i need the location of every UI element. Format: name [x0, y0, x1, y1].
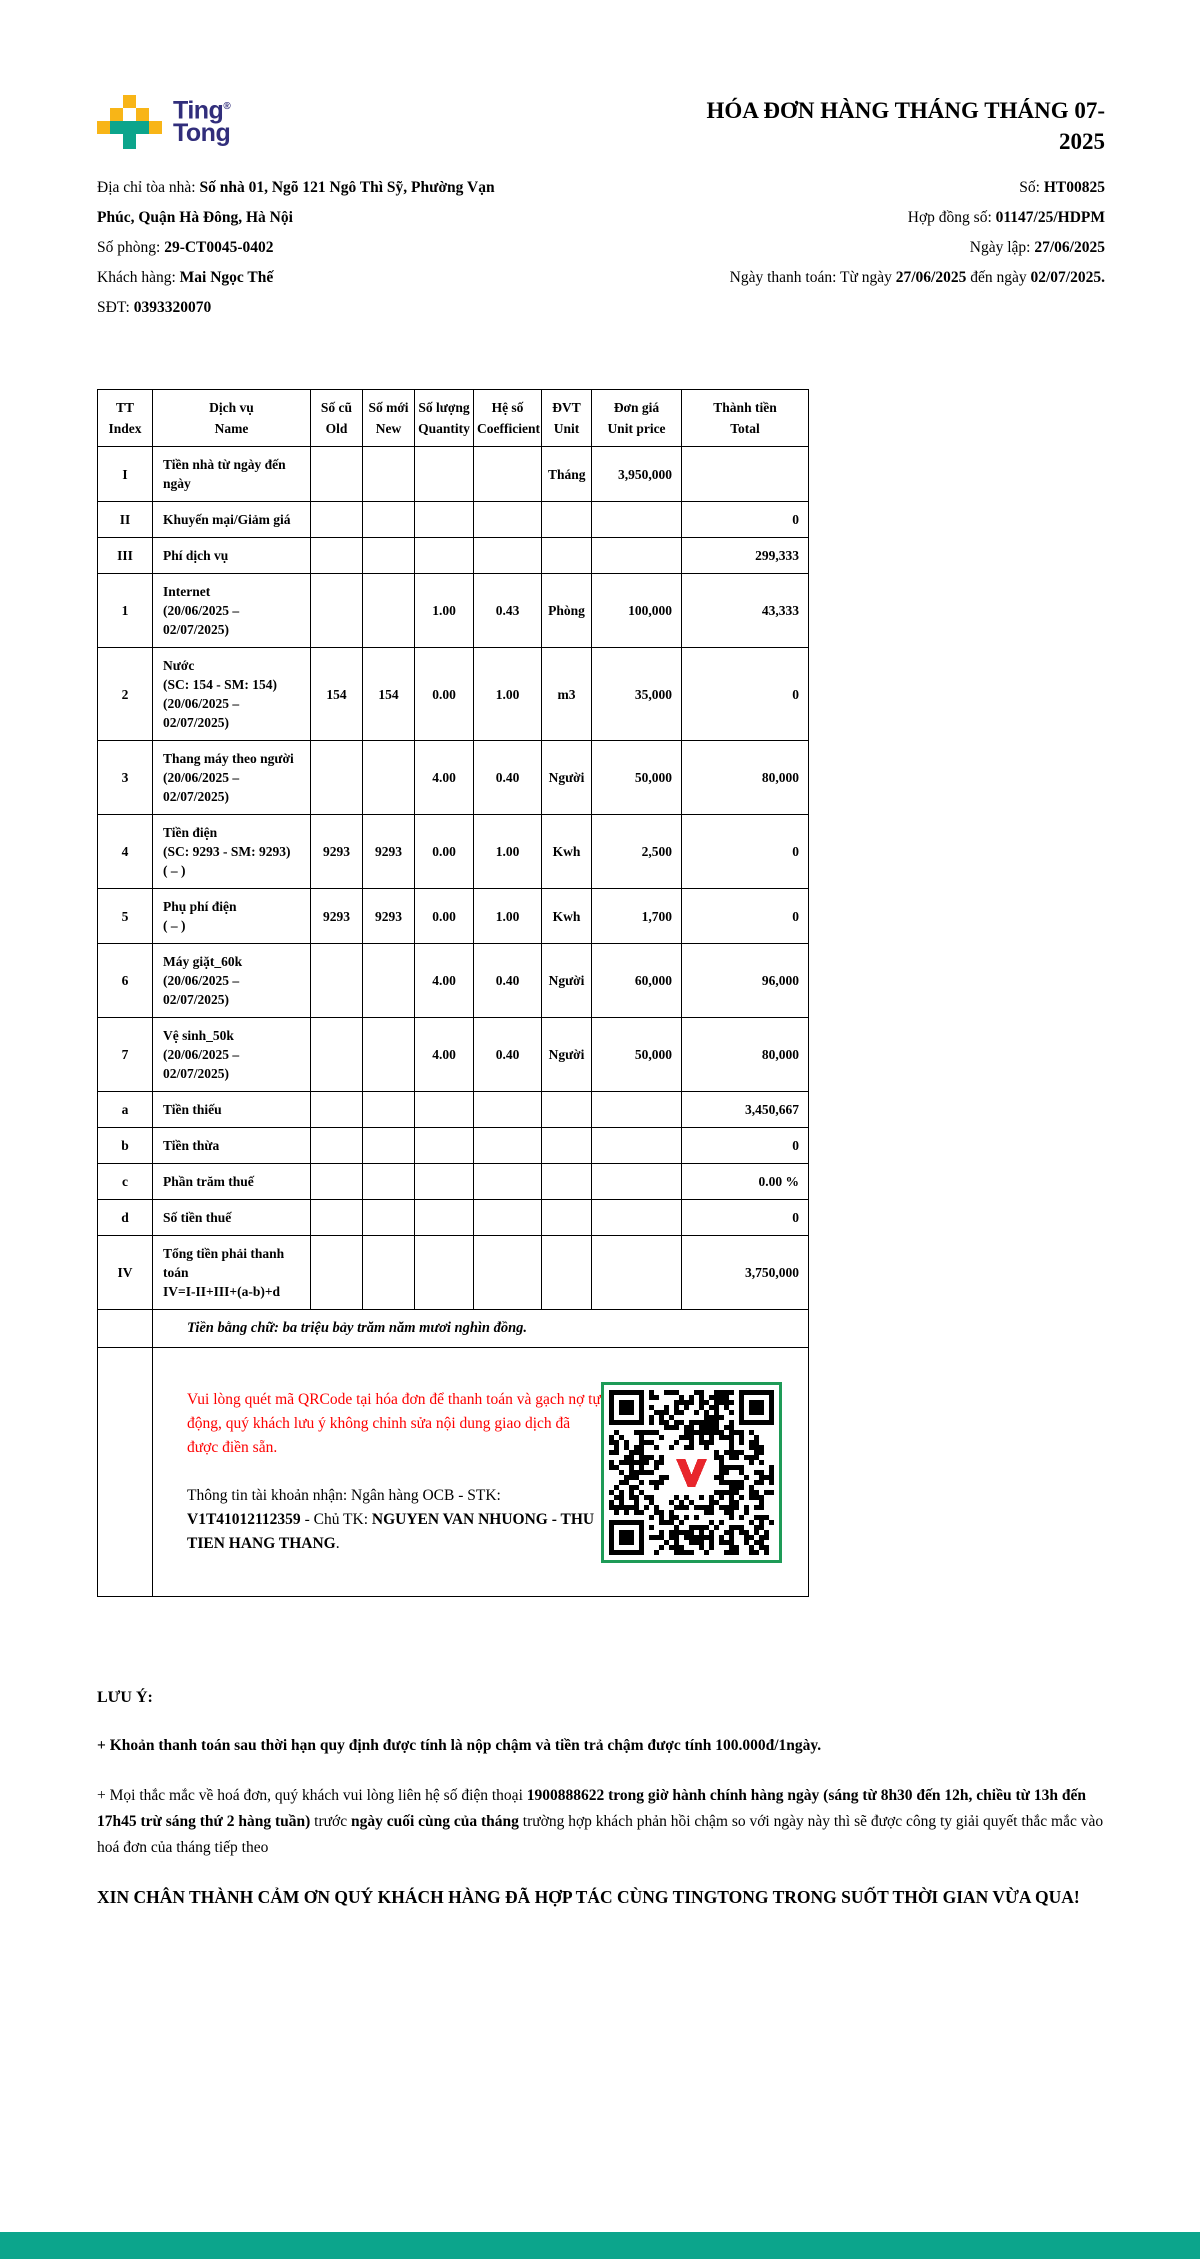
cell-total: 0 [682, 1128, 809, 1164]
cell-tt: 5 [98, 889, 153, 944]
cell-new [363, 538, 415, 574]
cell-coef: 1.00 [474, 815, 542, 889]
table-row [98, 538, 809, 574]
tingtong-logo [97, 95, 230, 149]
cell-price: 50,000 [592, 741, 682, 815]
info-line: Ngày thanh toán: Từ ngày 27/06/2025 đến ngày 02/07/2025. [729, 269, 1105, 286]
cell-total: 96,000 [682, 944, 809, 1018]
info-line: Địa chỉ tòa nhà: Số nhà 01, Ngõ 121 Ngô Thì Sỹ, Phường Vạn [97, 179, 495, 196]
cell-name: Thang máy theo người (20/06/2025 – 02/07/2025) [153, 741, 311, 815]
cell-coef [474, 1092, 542, 1128]
cell-total [682, 447, 809, 502]
cell-price [592, 502, 682, 538]
cell-price [592, 1092, 682, 1128]
qr-frame [601, 1382, 782, 1563]
cell-old [311, 538, 363, 574]
cell-new: 9293 [363, 815, 415, 889]
cell-price: 2,500 [592, 815, 682, 889]
cell-new [363, 1164, 415, 1200]
cell-old [311, 502, 363, 538]
table-row [98, 889, 809, 944]
cell-tt [98, 1310, 153, 1348]
cell-new: 154 [363, 648, 415, 741]
cell-name: Phụ phí điện ( – ) [153, 889, 311, 944]
cell-price: 50,000 [592, 1018, 682, 1092]
cell-tt: 4 [98, 815, 153, 889]
cell-qty: 0.00 [415, 648, 474, 741]
cell-qty [415, 1236, 474, 1310]
cell-qty [415, 1200, 474, 1236]
cell-coef [474, 1128, 542, 1164]
cell-coef: 1.00 [474, 648, 542, 741]
cell-name: Phí dịch vụ [153, 538, 311, 574]
cell-total: 0 [682, 815, 809, 889]
cell-unit: Tháng [542, 447, 592, 502]
cell-old [311, 1018, 363, 1092]
tingtong-logo-text: Ting® Tong [173, 96, 231, 148]
cell-qty: 0.00 [415, 889, 474, 944]
late-payment-note: + Khoản thanh toán sau thời hạn quy định được tính là nộp chậm và tiền trả chậm được tính 100.000đ/1ngày. [97, 1737, 822, 1754]
cell-qty [415, 447, 474, 502]
amount-in-words-row [98, 1310, 809, 1348]
table-row [98, 1236, 809, 1310]
table-row [98, 815, 809, 889]
qr-code [609, 1390, 774, 1555]
payment-instructions [187, 1388, 601, 1556]
col-header-unit: ĐVT Unit [542, 390, 592, 447]
cell-unit [542, 1164, 592, 1200]
cell-unit [542, 538, 592, 574]
col-header-total: Thành tiền Total [682, 390, 809, 447]
invoice-title: HÓA ĐƠN HÀNG THÁNG THÁNG 07- 2025 [706, 98, 1105, 154]
cell-total: 80,000 [682, 1018, 809, 1092]
cell-old [311, 1164, 363, 1200]
cell-name: Phần trăm thuế [153, 1164, 311, 1200]
cell-unit [542, 1200, 592, 1236]
amount-in-words: Tiền bằng chữ: ba triệu bảy trăm năm mươi nghìn đồng. [153, 1310, 809, 1348]
cell-coef: 1.00 [474, 889, 542, 944]
col-header-coefficient: Hệ số Coefficient [474, 390, 542, 447]
cell-coef [474, 447, 542, 502]
table-row [98, 502, 809, 538]
cell-total: 0 [682, 1200, 809, 1236]
cell-coef: 0.40 [474, 741, 542, 815]
cell-unit: m3 [542, 648, 592, 741]
cell-tt: d [98, 1200, 153, 1236]
cell-old: 9293 [311, 889, 363, 944]
cell-unit [542, 502, 592, 538]
cell-total: 80,000 [682, 741, 809, 815]
info-line: Phúc, Quận Hà Đông, Hà Nội [97, 209, 293, 226]
cell-tt: c [98, 1164, 153, 1200]
cell-name: Tiền điện (SC: 9293 - SM: 9293) ( – ) [153, 815, 311, 889]
cell-name: Internet (20/06/2025 – 02/07/2025) [153, 574, 311, 648]
cell-name: Vệ sinh_50k (20/06/2025 – 02/07/2025) [153, 1018, 311, 1092]
table-row [98, 1092, 809, 1128]
qr-warning-note: Vui lòng quét mã QRCode tại hóa đơn để thanh toán và gạch nợ tự động, quý khách lưu ý không chỉnh sửa nội dung giao dịch đã được điền sẵn. [187, 1391, 601, 1456]
cell-old [311, 1128, 363, 1164]
cell-coef [474, 538, 542, 574]
cell-price: 60,000 [592, 944, 682, 1018]
cell-tt: a [98, 1092, 153, 1128]
cell-tt: 3 [98, 741, 153, 815]
cell-name: Tiền thừa [153, 1128, 311, 1164]
cell-price [592, 1128, 682, 1164]
col-header-service: Dịch vụ Name [153, 390, 311, 447]
invoice-table-body [98, 447, 809, 1597]
cell-old [311, 447, 363, 502]
cell-total: 3,450,667 [682, 1092, 809, 1128]
table-row [98, 741, 809, 815]
tingtong-logo-icon [97, 95, 162, 149]
cell-tt: 7 [98, 1018, 153, 1092]
cell-qty [415, 1092, 474, 1128]
cell-qty [415, 538, 474, 574]
table-row [98, 1128, 809, 1164]
cell-name: Tổng tiền phải thanh toán IV=I-II+III+(a-b)+d [153, 1236, 311, 1310]
cell-price: 1,700 [592, 889, 682, 944]
notes-title: LƯU Ý: [97, 1689, 153, 1706]
cell-tt: III [98, 538, 153, 574]
registered-mark-icon: ® [223, 101, 231, 112]
cell-price [592, 1236, 682, 1310]
info-line: Khách hàng: Mai Ngọc Thế [97, 269, 274, 286]
cell-new [363, 944, 415, 1018]
cell-new [363, 1018, 415, 1092]
cell-new: 9293 [363, 889, 415, 944]
cell-tt: 2 [98, 648, 153, 741]
col-header-old: Số cũ Old [311, 390, 363, 447]
cell-unit [542, 1128, 592, 1164]
cell-new [363, 502, 415, 538]
thank-you-note: XIN CHÂN THÀNH CẢM ƠN QUÝ KHÁCH HÀNG ĐÃ HỢP TÁC CÙNG TINGTONG TRONG SUỐT THỜI GIAN VỪA QUA! [97, 1887, 1080, 1907]
cell-coef [474, 502, 542, 538]
cell-name: Tiền thiếu [153, 1092, 311, 1128]
cell-qty [415, 502, 474, 538]
table-row [98, 447, 809, 502]
cell-name: Máy giặt_60k (20/06/2025 – 02/07/2025) [153, 944, 311, 1018]
cell-price [592, 538, 682, 574]
payment-cell [153, 1348, 809, 1597]
cell-qty: 4.00 [415, 1018, 474, 1092]
cell-tt: b [98, 1128, 153, 1164]
cell-old [311, 1236, 363, 1310]
cell-coef [474, 1164, 542, 1200]
cell-tt: IV [98, 1236, 153, 1310]
cell-price [592, 1164, 682, 1200]
table-row [98, 944, 809, 1018]
building-customer-info [97, 173, 672, 323]
hotline-note: + Mọi thắc mắc về hoá đơn, quý khách vui lòng liên hệ số điện thoại 1900888622 trong giờ hành chính hàng ngày (sáng từ 8h30 đến 12h, chiều từ 13h đến 17h45 trừ sáng thứ 2 hàng tuần) trước ngày cuối cùng của tháng trường hợp khách phản hồi chậm so với ngày này thì sẽ được công ty giải quyết thắc mắc vào hoá đơn của tháng tiếp theo [97, 1787, 1104, 1856]
cell-name: Số tiền thuế [153, 1200, 311, 1236]
col-header-unit-price: Đơn giá Unit price [592, 390, 682, 447]
footer-notes [97, 1689, 1105, 1911]
cell-coef: 0.40 [474, 1018, 542, 1092]
cell-old [311, 1200, 363, 1236]
invoice-table [97, 389, 809, 1597]
table-row [98, 574, 809, 648]
cell-unit: Phòng [542, 574, 592, 648]
cell-unit: Người [542, 944, 592, 1018]
cell-new [363, 1128, 415, 1164]
cell-tt [98, 1348, 153, 1597]
cell-total: 0 [682, 889, 809, 944]
cell-coef [474, 1200, 542, 1236]
cell-unit [542, 1092, 592, 1128]
info-line: Số: HT00825 [1019, 179, 1105, 196]
cell-price: 3,950,000 [592, 447, 682, 502]
cell-old [311, 1092, 363, 1128]
cell-unit: Kwh [542, 815, 592, 889]
cell-old [311, 944, 363, 1018]
cell-qty: 4.00 [415, 944, 474, 1018]
cell-total: 299,333 [682, 538, 809, 574]
cell-coef: 0.43 [474, 574, 542, 648]
cell-old: 9293 [311, 815, 363, 889]
cell-qty: 0.00 [415, 815, 474, 889]
col-header-new: Số mới New [363, 390, 415, 447]
cell-new [363, 1236, 415, 1310]
cell-tt: 6 [98, 944, 153, 1018]
cell-old: 154 [311, 648, 363, 741]
table-row [98, 1018, 809, 1092]
col-header-tt: TT Index [98, 390, 153, 447]
invoice-info [97, 173, 1105, 323]
col-header-quantity: Số lượng Quantity [415, 390, 474, 447]
cell-new [363, 1200, 415, 1236]
cell-price: 100,000 [592, 574, 682, 648]
cell-new [363, 447, 415, 502]
cell-new [363, 1092, 415, 1128]
cell-new [363, 574, 415, 648]
table-row [98, 1164, 809, 1200]
cell-total: 0 [682, 648, 809, 741]
cell-coef [474, 1236, 542, 1310]
cell-name: Nước (SC: 154 - SM: 154) (20/06/2025 – 02/07/2025) [153, 648, 311, 741]
cell-tt: II [98, 502, 153, 538]
cell-new [363, 741, 415, 815]
cell-total: 3,750,000 [682, 1236, 809, 1310]
cell-price: 35,000 [592, 648, 682, 741]
cell-qty [415, 1128, 474, 1164]
table-row [98, 648, 809, 741]
cell-coef: 0.40 [474, 944, 542, 1018]
cell-old [311, 574, 363, 648]
table-row [98, 1200, 809, 1236]
cell-total: 0.00 % [682, 1164, 809, 1200]
cell-qty: 4.00 [415, 741, 474, 815]
table-header-row [98, 390, 809, 447]
qr-payment-row [98, 1348, 809, 1597]
info-line: SĐT: 0393320070 [97, 299, 212, 316]
receiving-account-info: Thông tin tài khoản nhận: Ngân hàng OCB - STK: V1T41012112359 - Chủ TK: NGUYEN VAN NHUONG - THU TIEN HANG THANG. [187, 1487, 595, 1552]
info-line: Số phòng: 29-CT0045-0402 [97, 239, 274, 256]
cell-total: 43,333 [682, 574, 809, 648]
invoice-header [97, 95, 1105, 157]
cell-tt: I [98, 447, 153, 502]
cell-name: Tiền nhà từ ngày đến ngày [153, 447, 311, 502]
cell-total: 0 [682, 502, 809, 538]
cell-old [311, 741, 363, 815]
cell-unit: Người [542, 741, 592, 815]
cell-unit: Kwh [542, 889, 592, 944]
cell-unit: Người [542, 1018, 592, 1092]
footer-teal-bar [0, 2232, 1200, 2259]
invoice-meta-info [672, 173, 1105, 323]
cell-name: Khuyến mại/Giảm giá [153, 502, 311, 538]
info-line: Hợp đồng số: 01147/25/HDPM [907, 209, 1105, 226]
cell-unit [542, 1236, 592, 1310]
cell-qty: 1.00 [415, 574, 474, 648]
cell-price [592, 1200, 682, 1236]
cell-tt: 1 [98, 574, 153, 648]
cell-qty [415, 1164, 474, 1200]
info-line: Ngày lập: 27/06/2025 [969, 239, 1105, 256]
